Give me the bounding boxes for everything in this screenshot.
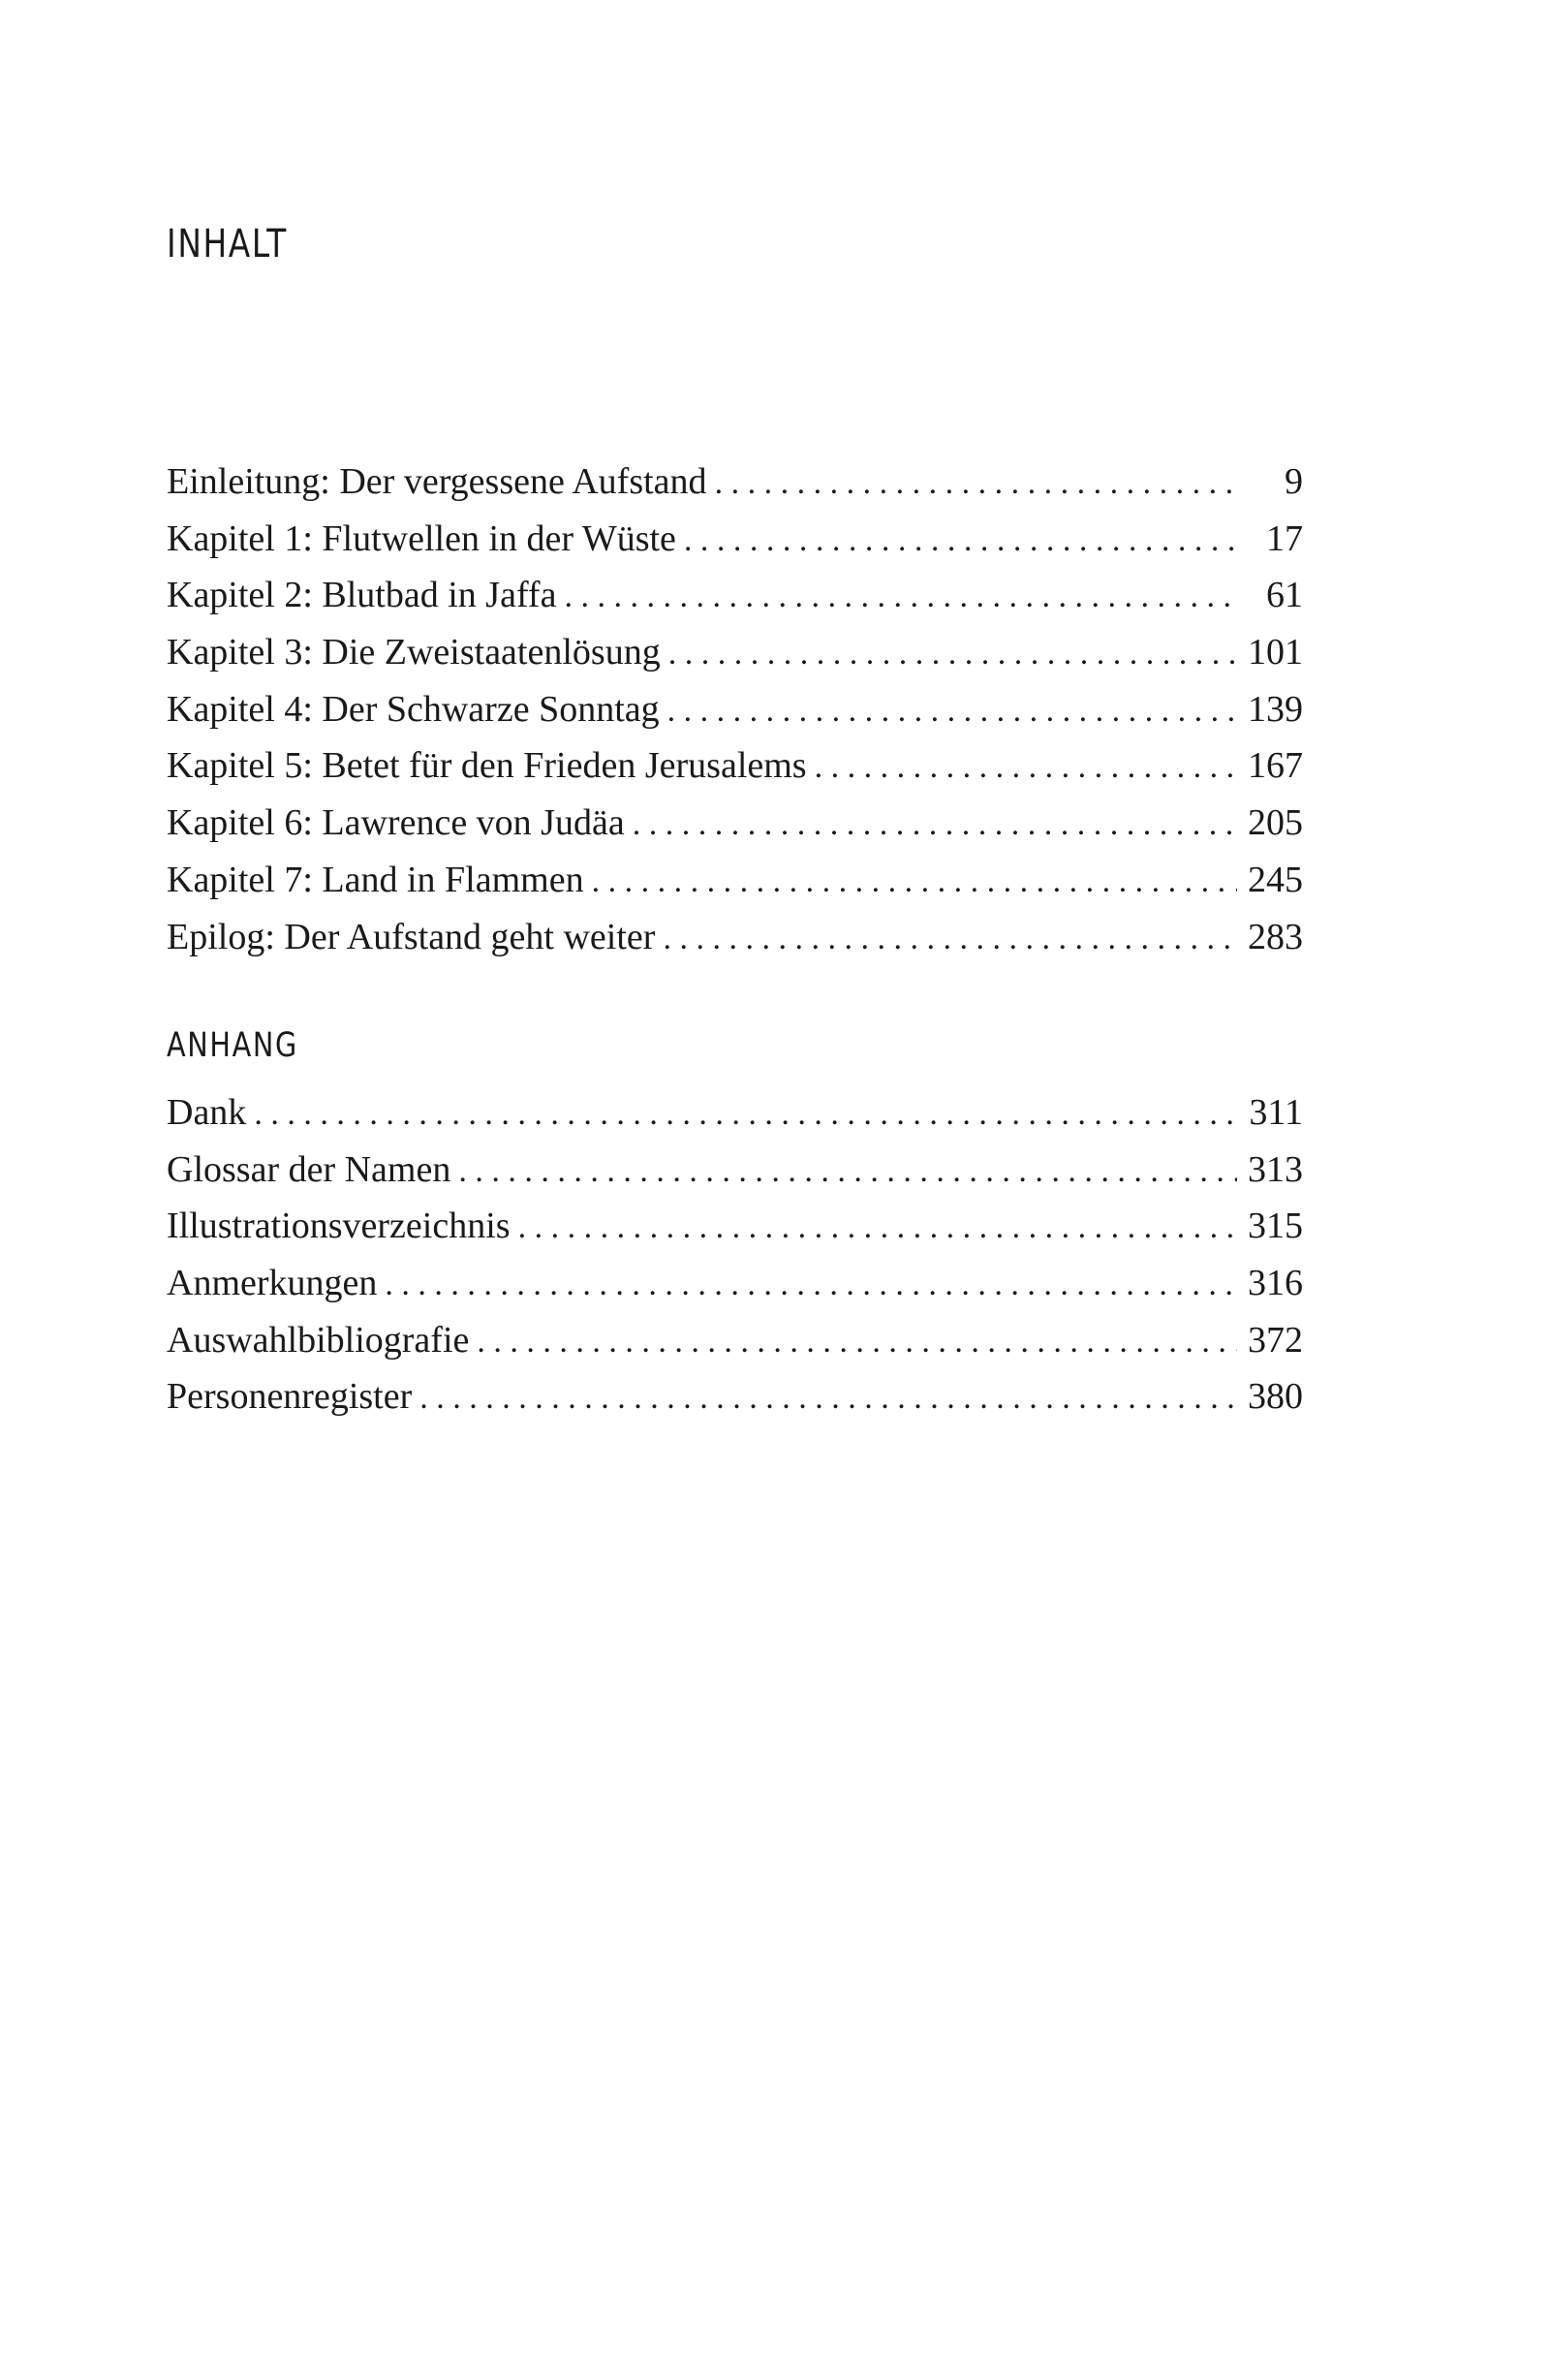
toc-entry-title: Glossar der Namen: [167, 1148, 451, 1190]
toc-entry-title: Illustrationsverzeichnis: [167, 1206, 511, 1247]
toc-entry-chapter-7: [167, 852, 1303, 909]
dot-leader: [419, 1370, 1237, 1427]
toc-entry-acknowledgements: [167, 1084, 1303, 1142]
toc-entry-page: 139: [1248, 688, 1303, 730]
toc-entry-title: Kapitel 4: Der Schwarze Sonntag: [167, 688, 660, 730]
toc-entry-chapter-2: [167, 567, 1303, 624]
dot-leader: [633, 797, 1237, 854]
toc-entry-page: 61: [1266, 575, 1303, 616]
appendix-heading: ANHANG: [167, 1026, 298, 1065]
toc-entry-title: Kapitel 3: Die Zweistaatenlösung: [167, 632, 661, 673]
toc-entry-bibliography: [167, 1312, 1303, 1369]
dot-leader: [564, 569, 1237, 626]
toc-entry-page: 311: [1249, 1092, 1303, 1133]
dot-leader: [815, 739, 1237, 797]
toc-entry-page: 380: [1248, 1376, 1303, 1418]
toc-entry-page: 245: [1248, 859, 1303, 900]
dot-leader: [684, 513, 1237, 570]
dot-leader: [518, 1200, 1237, 1257]
dot-leader: [668, 626, 1237, 683]
toc-entry-page: 315: [1248, 1206, 1303, 1247]
dot-leader: [715, 455, 1237, 513]
dot-leader: [254, 1086, 1237, 1143]
toc-entry-title: Dank: [167, 1092, 247, 1133]
toc-entry-title: Kapitel 2: Blutbad in Jaffa: [167, 575, 557, 616]
toc-entry-title: Einleitung: Der vergessene Aufstand: [167, 461, 707, 502]
toc-entry-page: 167: [1248, 745, 1303, 787]
toc-entry-page: 313: [1248, 1148, 1303, 1190]
toc-entry-page: 205: [1248, 802, 1303, 844]
toc-entry-title: Kapitel 6: Lawrence von Judäa: [167, 802, 625, 844]
toc-entry-title: Kapitel 1: Flutwellen in der Wüste: [167, 517, 676, 559]
dot-leader: [458, 1143, 1237, 1201]
toc-entry-introduction: [167, 454, 1303, 511]
toc-entry-chapter-4: [167, 681, 1303, 738]
toc-entry-notes: [167, 1255, 1303, 1312]
toc-entry-illustrations: [167, 1198, 1303, 1255]
toc-entry-epilogue: [167, 909, 1303, 966]
toc-entry-glossary: [167, 1142, 1303, 1199]
toc-entry-page: 17: [1266, 517, 1303, 559]
toc-heading: INHALT: [167, 222, 288, 266]
toc-appendix-list: [167, 1084, 1303, 1425]
toc-entry-page: 316: [1248, 1263, 1303, 1304]
toc-entry-chapter-1: [167, 511, 1303, 568]
toc-entry-title: Auswahlbibliografie: [167, 1319, 470, 1361]
dot-leader: [385, 1257, 1237, 1314]
toc-entry-chapter-3: [167, 624, 1303, 681]
toc-entry-index: [167, 1368, 1303, 1425]
toc-entry-title: Kapitel 5: Betet für den Frieden Jerusalems: [167, 745, 807, 787]
toc-entry-title: Anmerkungen: [167, 1263, 378, 1304]
toc-entry-page: 101: [1248, 632, 1303, 673]
toc-chapter-list: [167, 454, 1303, 965]
dot-leader: [667, 683, 1237, 740]
toc-entry-page: 9: [1285, 461, 1303, 502]
toc-entry-chapter-6: [167, 795, 1303, 852]
toc-entry-page: 372: [1248, 1319, 1303, 1361]
dot-leader: [663, 911, 1237, 968]
toc-entry-title: Personenregister: [167, 1376, 413, 1418]
toc-entry-chapter-5: [167, 737, 1303, 795]
dot-leader: [592, 854, 1237, 911]
toc-entry-page: 283: [1248, 916, 1303, 957]
dot-leader: [477, 1314, 1237, 1371]
toc-entry-title: Epilog: Der Aufstand geht weiter: [167, 916, 656, 957]
toc-entry-title: Kapitel 7: Land in Flammen: [167, 859, 584, 900]
